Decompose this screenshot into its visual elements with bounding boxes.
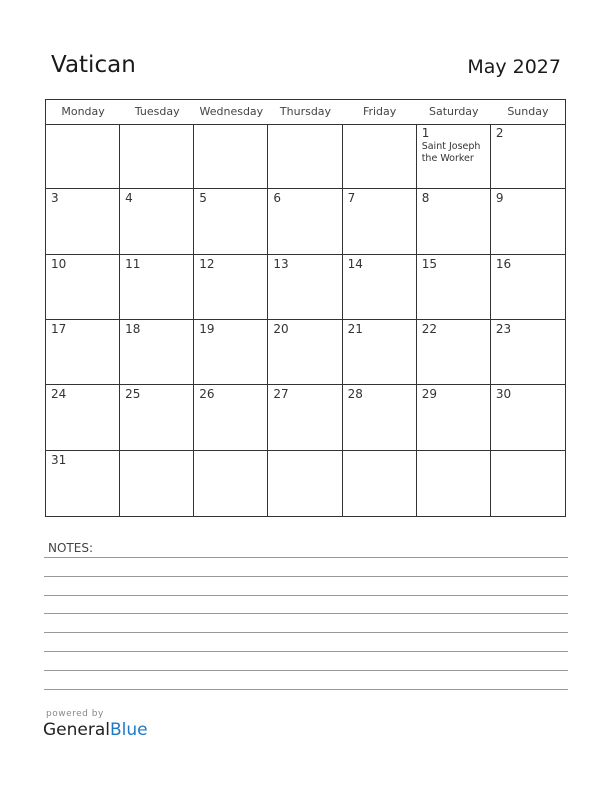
day-number: 19 <box>199 322 215 336</box>
day-cell <box>46 255 120 320</box>
generalblue-logo[interactable] <box>43 720 148 740</box>
day-number: 10 <box>51 256 67 271</box>
day-number: 26 <box>199 387 215 402</box>
day-number: 25 <box>125 387 141 402</box>
day-cell <box>268 320 342 385</box>
weekday-sunday: Sunday <box>507 105 549 118</box>
day-cell <box>417 320 491 385</box>
day-cell <box>343 320 417 385</box>
country-title: Vatican <box>51 52 136 78</box>
day-cell <box>491 320 565 385</box>
day-cell <box>120 320 194 385</box>
day-number: 15 <box>421 256 437 271</box>
day-cell <box>194 320 268 385</box>
day-cell <box>194 451 268 516</box>
day-cell <box>120 255 194 320</box>
day-cell <box>343 385 417 450</box>
day-cell <box>46 124 120 189</box>
day-cell <box>194 124 268 189</box>
day-number: 28 <box>347 387 363 402</box>
weekday-thursday: Thursday <box>279 105 332 118</box>
day-cell <box>417 255 491 320</box>
notes-line <box>44 595 568 596</box>
day-number: 7 <box>347 191 356 206</box>
day-cell <box>46 189 120 254</box>
holiday-label: Saint Joseph the Worker <box>421 141 481 164</box>
day-cell <box>268 385 342 450</box>
day-number: 11 <box>125 256 141 271</box>
day-number: 2 <box>495 126 504 140</box>
day-number: 13 <box>273 256 289 271</box>
day-cell <box>491 124 565 189</box>
calendar-table <box>45 99 566 517</box>
day-cell <box>120 385 194 450</box>
day-number: 31 <box>51 452 67 467</box>
day-cell <box>194 385 268 450</box>
day-cell <box>343 255 417 320</box>
day-cell <box>491 451 565 516</box>
day-number: 27 <box>273 387 289 402</box>
notes-label: NOTES: <box>48 541 93 555</box>
day-cell <box>46 320 120 385</box>
month-year-title: May 2027 <box>467 56 561 78</box>
day-cell <box>268 189 342 254</box>
weekday-header-row <box>46 100 565 125</box>
weekday-monday: Monday <box>61 105 105 118</box>
day-number: 29 <box>421 387 437 402</box>
day-cell <box>343 189 417 254</box>
weekday-tuesday: Tuesday <box>134 105 180 118</box>
day-number: 17 <box>51 322 67 336</box>
powered-by-text: powered by <box>46 709 104 719</box>
notes-line <box>44 632 568 633</box>
day-cell <box>417 385 491 450</box>
notes-line <box>44 576 568 577</box>
day-cell <box>343 124 417 189</box>
brand-general: General <box>43 720 110 740</box>
day-number: 23 <box>495 322 512 336</box>
notes-line <box>44 557 568 558</box>
day-number: 30 <box>495 387 512 402</box>
day-cell <box>268 451 342 516</box>
day-number: 4 <box>125 191 133 206</box>
notes-line <box>44 670 568 671</box>
day-cell <box>491 385 565 450</box>
day-cell <box>268 255 342 320</box>
weekday-wednesday: Wednesday <box>199 105 264 118</box>
day-number: 9 <box>495 191 504 206</box>
day-number: 8 <box>421 191 430 206</box>
weekday-saturday: Saturday <box>428 105 479 118</box>
day-number: 20 <box>273 322 289 336</box>
day-cell <box>120 451 194 516</box>
day-cell <box>417 451 491 516</box>
day-number: 14 <box>347 256 363 271</box>
day-number: 21 <box>347 322 363 336</box>
day-cell <box>120 189 194 254</box>
day-cell <box>194 189 268 254</box>
day-number: 16 <box>495 256 512 271</box>
notes-line <box>44 613 568 614</box>
day-cell <box>46 451 120 516</box>
day-cell <box>417 124 491 189</box>
notes-line <box>44 689 568 690</box>
day-cell <box>491 255 565 320</box>
weekday-friday: Friday <box>362 105 397 118</box>
notes-line <box>44 651 568 652</box>
day-cell <box>417 189 491 254</box>
day-cell <box>343 451 417 516</box>
day-number: 5 <box>199 191 207 206</box>
day-cell <box>194 255 268 320</box>
day-cell <box>120 124 194 189</box>
day-cell <box>268 124 342 189</box>
day-cell <box>46 385 120 450</box>
day-number: 3 <box>51 191 59 206</box>
day-number: 12 <box>199 256 215 271</box>
brand-blue: Blue <box>110 720 148 740</box>
day-number: 1 <box>421 126 430 140</box>
day-number: 24 <box>51 387 67 402</box>
day-cell <box>491 189 565 254</box>
calendar-grid <box>46 124 565 516</box>
day-number: 22 <box>421 322 437 336</box>
day-number: 18 <box>125 322 141 336</box>
day-number: 6 <box>273 191 282 206</box>
